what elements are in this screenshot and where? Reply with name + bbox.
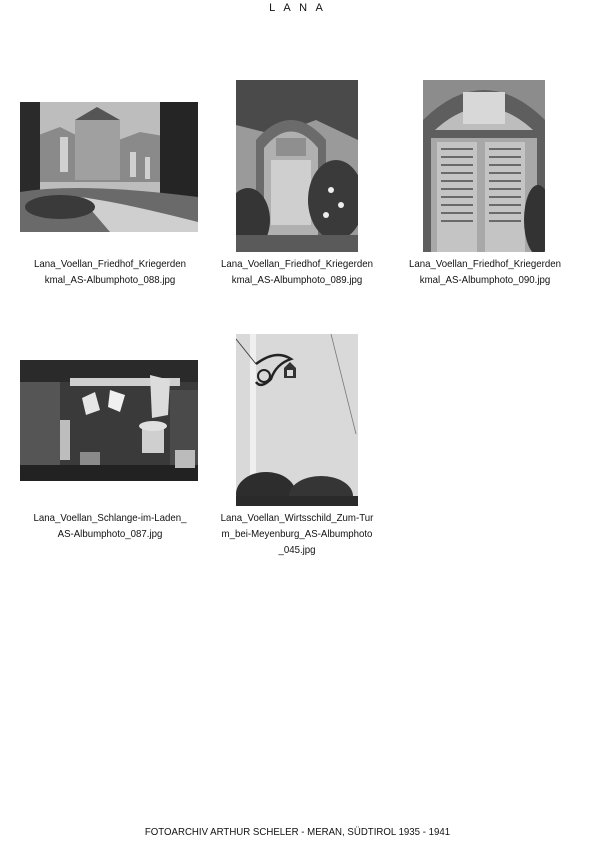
caption-line: AS-Albumphoto_087.jpg — [57, 528, 163, 540]
photo-thumbnail-5[interactable] — [236, 334, 358, 506]
photo-thumbnail-2[interactable] — [236, 80, 358, 252]
shop-interior-image — [20, 360, 198, 481]
caption-line: kmal_AS-Albumphoto_090.jpg — [419, 274, 551, 286]
caption-line: Lana_Voellan_Schlange-im-Laden_ — [33, 512, 187, 524]
photo-thumbnail-1[interactable] — [20, 102, 198, 232]
photo-caption-1 — [27, 256, 193, 288]
photo-thumbnail-4[interactable] — [20, 360, 198, 481]
caption-line: kmal_AS-Albumphoto_089.jpg — [231, 274, 363, 286]
photo-caption-4 — [27, 510, 193, 542]
photo-caption-3 — [402, 256, 568, 288]
caption-line: Lana_Voellan_Friedhof_Kriegerden — [220, 258, 374, 270]
inn-sign-image — [236, 334, 358, 506]
photo-caption-2 — [214, 256, 380, 288]
page-title: L A N A — [269, 2, 326, 14]
photo-caption-5 — [214, 510, 380, 558]
memorial-tablet-image — [423, 80, 545, 252]
caption-line: Lana_Voellan_Wirtsschild_Zum-Tur — [220, 512, 374, 524]
cemetery-chapel-image — [20, 102, 198, 232]
caption-line: m_bei-Meyenburg_AS-Albumphoto — [221, 528, 373, 540]
caption-line: kmal_AS-Albumphoto_088.jpg — [44, 274, 176, 286]
war-memorial-image — [236, 80, 358, 252]
caption-line: _045.jpg — [278, 544, 316, 556]
caption-line: Lana_Voellan_Friedhof_Kriegerden — [33, 258, 187, 270]
page-footer: FOTOARCHIV ARTHUR SCHELER - MERAN, SÜDTIROL 1935 - 1941 — [144, 826, 451, 838]
photo-thumbnail-3[interactable] — [423, 80, 545, 252]
caption-line: Lana_Voellan_Friedhof_Kriegerden — [408, 258, 562, 270]
